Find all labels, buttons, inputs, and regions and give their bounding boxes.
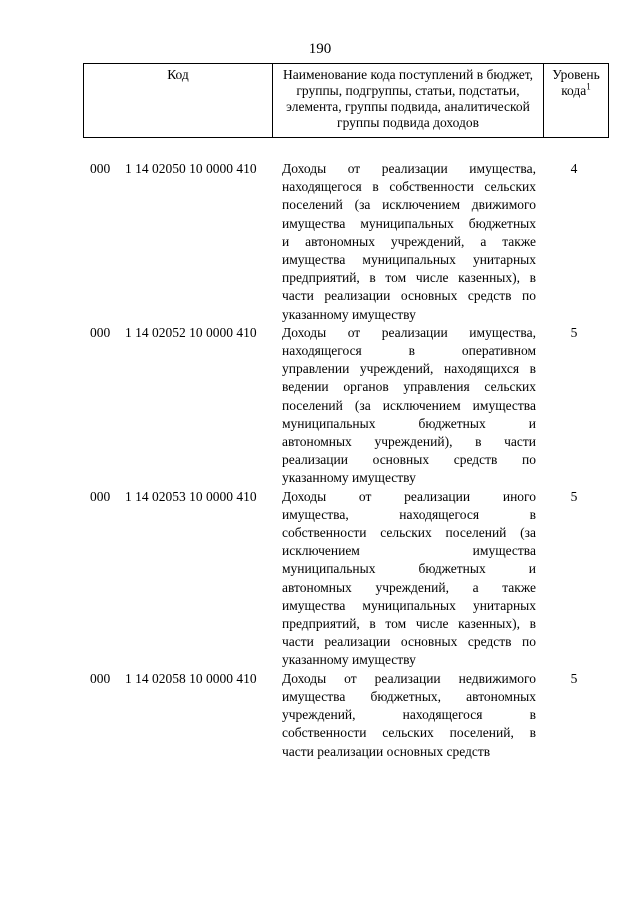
row-code: 1 14 02050 10 0000 410 <box>125 161 257 176</box>
description-line: находящегося в оперативном <box>282 343 536 359</box>
page-number: 190 <box>308 41 332 57</box>
description-line: предприятий, в том числе казенных), в <box>282 270 536 286</box>
description-line: имущества муниципальных унитарных <box>282 597 536 613</box>
description-line: собственности сельских поселений, в <box>282 725 536 741</box>
row-level: 5 <box>570 670 578 686</box>
table-body <box>0 160 640 761</box>
description-line: Доходы от реализации недвижимого <box>282 670 536 686</box>
row-level: 5 <box>570 488 578 504</box>
description-line: и автономных учреждений, а также <box>282 233 536 249</box>
description-line: предприятий, в том числе казенных), в <box>282 616 536 632</box>
table-row <box>0 324 640 488</box>
row-level: 4 <box>570 161 578 176</box>
row-description <box>282 160 536 324</box>
row-level: 5 <box>570 324 578 340</box>
description-line: автономных учреждений), в части <box>282 434 536 450</box>
header-level-footnote: 1 <box>586 81 591 92</box>
description-line: имущества муниципальных бюджетных <box>282 215 536 231</box>
description-line: муниципальных бюджетных и <box>282 415 536 431</box>
header-name: Наименование кода поступлений в бюджет, группы, подгруппы, статьи, подстатьи, элемента, группы подвида, аналитической группы подвида доходов <box>273 64 544 137</box>
description-line: управлении учреждений, находящихся в <box>282 361 536 377</box>
row-description <box>282 324 536 488</box>
row-description <box>282 670 536 761</box>
description-line: автономных учреждений, а также <box>282 579 536 595</box>
description-line: имущества, находящегося в <box>282 506 536 522</box>
description-line: части реализации основных средств по <box>282 634 536 650</box>
description-line: указанному имуществу <box>282 652 416 668</box>
row-code: 1 14 02052 10 0000 410 <box>125 324 257 340</box>
description-line: ведении органов управления сельских <box>282 379 536 395</box>
header-level-label: Уровень кода <box>552 67 600 98</box>
description-line: исключением имущества <box>282 543 536 559</box>
header-level <box>544 64 608 137</box>
row-description <box>282 488 536 670</box>
description-line: части реализации основных средств <box>282 743 491 759</box>
row-code: 1 14 02053 10 0000 410 <box>125 488 257 504</box>
row-prefix: 000 <box>90 488 111 504</box>
description-line: указанному имуществу <box>282 306 416 322</box>
description-line: реализации основных средств по <box>282 452 536 468</box>
description-line: находящегося в собственности сельских <box>282 179 536 195</box>
header-code: Код <box>84 64 273 137</box>
description-line: Доходы от реализации имущества, <box>282 324 536 340</box>
description-line: части реализации основных средств по <box>282 288 536 304</box>
row-prefix: 000 <box>90 161 111 176</box>
description-line: имущества муниципальных унитарных <box>282 252 536 268</box>
table-header <box>83 63 609 138</box>
description-line: имущества бюджетных, автономных <box>282 688 536 704</box>
description-line: муниципальных бюджетных и <box>282 561 536 577</box>
description-line: Доходы от реализации имущества, <box>282 161 536 176</box>
row-code: 1 14 02058 10 0000 410 <box>125 670 257 686</box>
description-line: собственности сельских поселений (за <box>282 525 536 541</box>
description-line: поселений (за исключением имущества <box>282 397 536 413</box>
description-line: Доходы от реализации иного <box>282 488 536 504</box>
description-line: учреждений, находящегося в <box>282 707 536 723</box>
row-prefix: 000 <box>90 670 111 686</box>
table-row <box>0 488 640 670</box>
description-line: поселений (за исключением движимого <box>282 197 536 213</box>
row-prefix: 000 <box>90 324 111 340</box>
description-line: указанному имуществу <box>282 470 416 486</box>
table-row <box>0 160 640 324</box>
table-row <box>0 670 640 761</box>
